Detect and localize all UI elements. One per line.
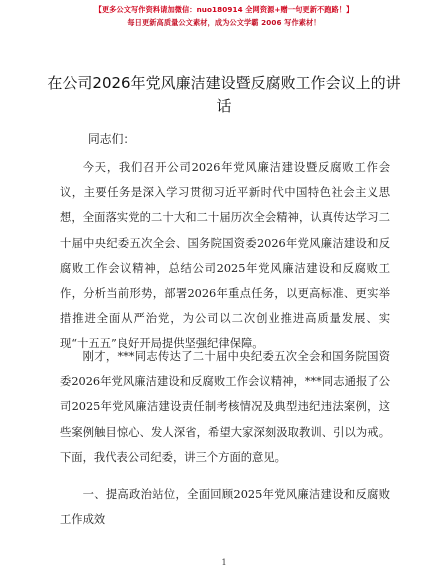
page-number: 1 [221, 558, 227, 567]
section-heading-1: 一、提高政治站位，全面回顾2025年党风廉洁建设和反腐败工作成效 [60, 488, 390, 527]
salutation: 同志们： [88, 132, 136, 146]
paragraph-context: 刚才，***同志传达了二十届中央纪委五次全会和国务院国资委2026年党风廉洁建设和反腐败工作会议精神，***同志通报了公司2025年党风廉洁建设责任制考核情况及典型违纪违法案例，这些案例触目惊心、发人深省，希望大家深刻汲取教训、引以为戒。下面，我代表公司纪委，讲三个方面的意见。 [60, 350, 390, 464]
document-title: 在公司2026年党风廉洁建设暨反腐败工作会议上的讲话 [47, 74, 401, 115]
promo-banner-line-2: 每日更新高质量公文素材，成为公文学霸 2006 写作素材！ [127, 18, 321, 27]
paragraph-opening: 今天，我们召开公司2026年党风廉洁建设暨反腐败工作会议，主要任务是深入学习贯彻习近平新时代中国特色社会主义思想，全面落实党的二十大和二十届历次全会精神，认真传达学习二十届中央纪委五次全会、国务院国资委2026年党风廉洁建设和反腐败工作会议精神，总结公司2025年党风廉洁建设和反腐败工作，分析当前形势，部署2026年重点任务，以更高标准、更实举措推进全面从严治党，为公司以二次创业推进高质量发展、实现“十五五”良好开局提供坚强纪律保障。 [60, 161, 390, 351]
promo-banner-line-1: 【更多公文写作资料请加微信：nuo180914 全网资源+赠一句更新不跑路！】 [94, 5, 354, 14]
